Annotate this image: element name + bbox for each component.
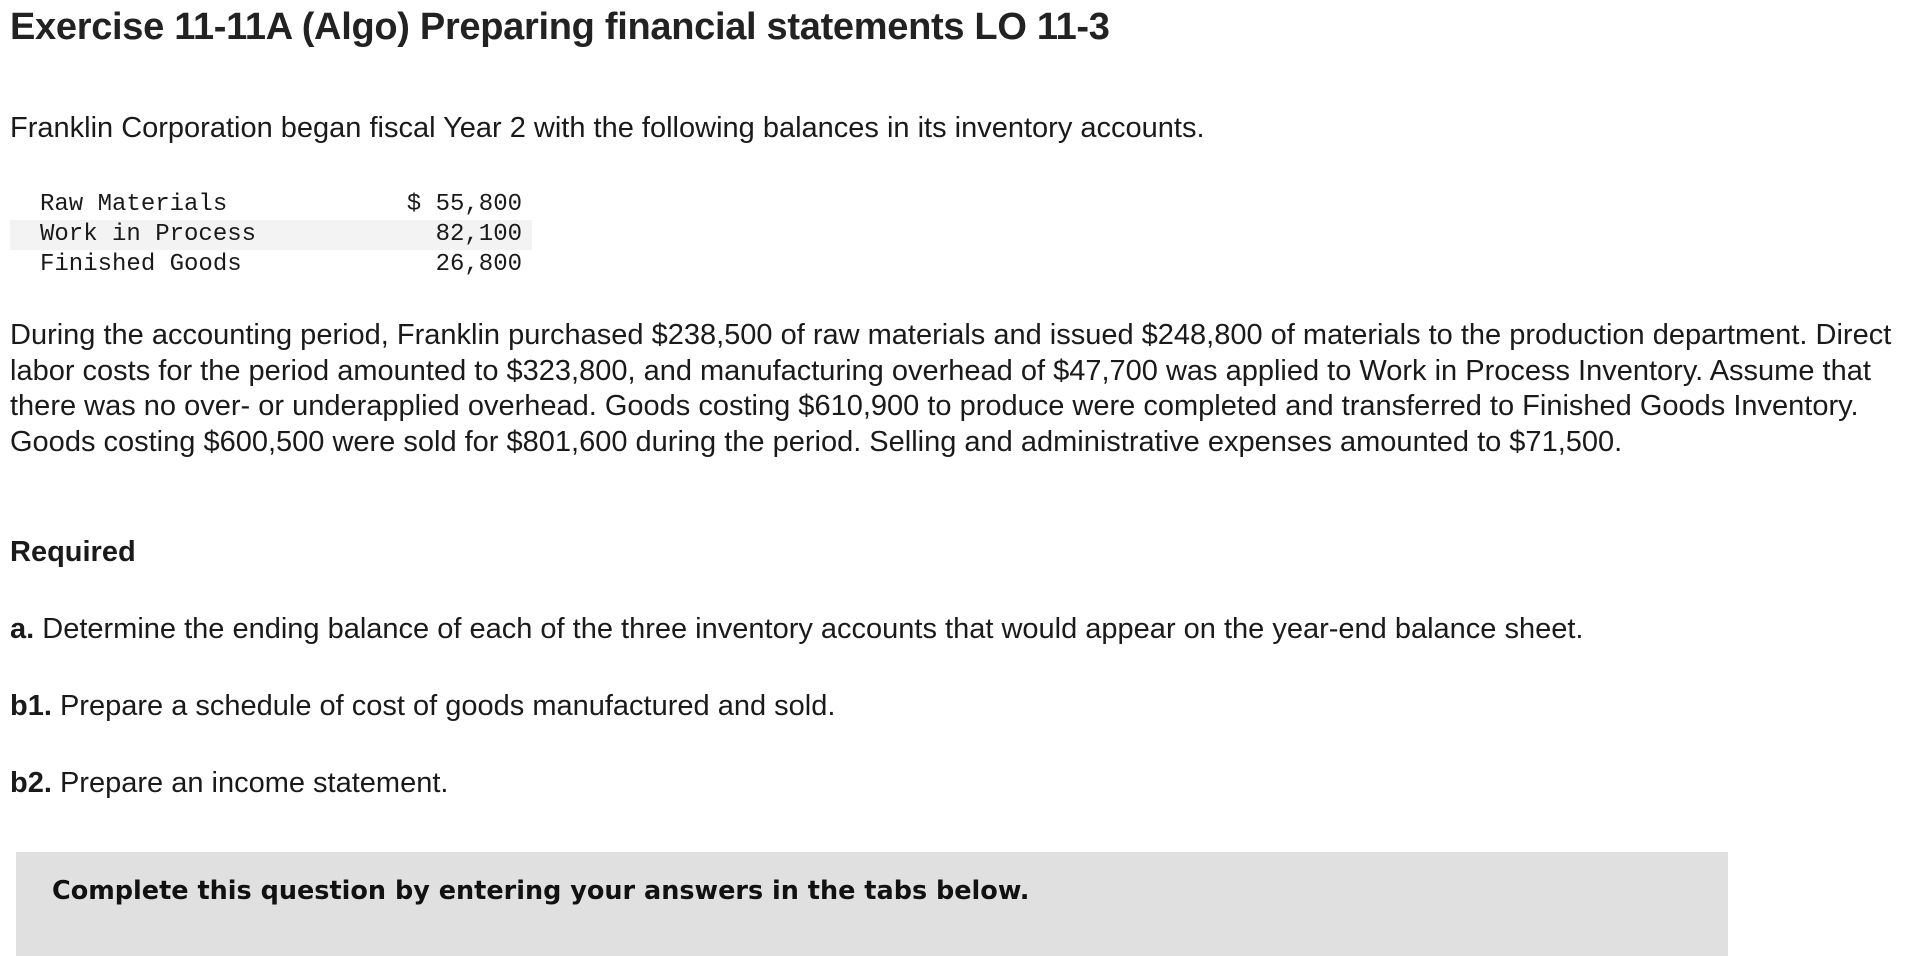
required-item-text: Determine the ending balance of each of the three inventory accounts that would appear on the year-end balance sheet.	[34, 613, 1584, 645]
instruction-panel	[16, 852, 1728, 956]
account-name: Work in Process	[10, 220, 340, 250]
balance-row-work-in-process	[10, 220, 532, 250]
account-name: Raw Materials	[40, 191, 228, 218]
account-name: Finished Goods	[40, 251, 242, 278]
required-item-label: b2.	[10, 767, 52, 799]
exercise-title: Exercise 11-11A (Algo) Preparing financial statements LO 11-3	[10, 6, 1110, 48]
inventory-balances-table	[10, 190, 532, 280]
account-amount: 82,100	[340, 220, 532, 250]
required-item-b2	[10, 765, 448, 801]
required-item-label: b1.	[10, 690, 52, 722]
required-item-text: Prepare an income statement.	[51, 767, 449, 799]
balance-row-raw-materials	[10, 190, 532, 220]
required-item-label: a.	[10, 613, 35, 645]
account-amount: $ 55,800	[406, 191, 522, 218]
instruction-text: Complete this question by entering your answers in the tabs below.	[52, 876, 1030, 906]
balance-row-finished-goods	[10, 250, 532, 280]
account-amount: 26,800	[435, 251, 522, 278]
problem-paragraph: During the accounting period, Franklin purchased $238,500 of raw materials and issued $248,800 of materials to the production department. Direct labor costs for the period amounted to $323,800, and manufacturing overhead of $47,700 was applied to Work in Process Inventory. Assume that there was no over- or underapplied overhead. Goods costing $610,900 to produce were completed and transferred to Finished Goods Inventory. Goods costing $600,500 were sold for $801,600 during the period. Selling and administrative expenses amounted to $71,500.	[10, 319, 1892, 458]
required-item-b1	[10, 688, 835, 724]
required-heading: Required	[10, 536, 136, 568]
intro-text: Franklin Corporation began fiscal Year 2 with the following balances in its inventory accounts.	[10, 112, 1205, 144]
required-item-text: Prepare a schedule of cost of goods manufactured and sold.	[51, 690, 836, 722]
required-item-a	[10, 611, 1584, 647]
